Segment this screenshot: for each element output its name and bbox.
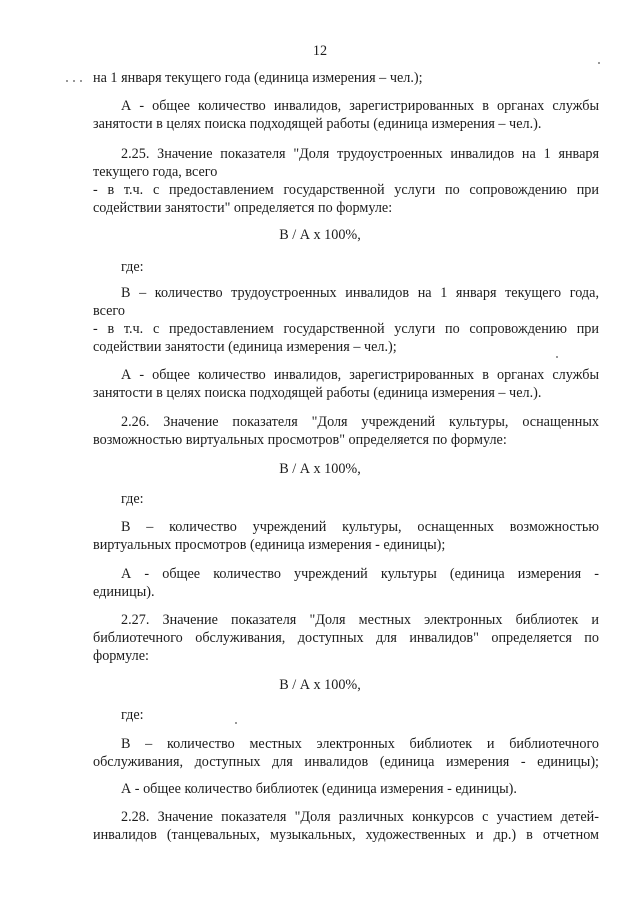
where-label: где: xyxy=(121,259,144,275)
text-line: А - общее количество библиотек (единица измерения - единицы). xyxy=(121,781,517,797)
text-line: на 1 января текущего года (единица измерения – чел.); xyxy=(93,70,423,86)
where-label: где: xyxy=(121,491,144,507)
formula: В / А х 100%, xyxy=(279,677,361,693)
text-line: занятости в целях поиска подходящей работы (единица измерения – чел.). xyxy=(93,116,542,132)
text-line: занятости в целях поиска подходящей работы (единица измерения – чел.). xyxy=(93,385,542,401)
scan-speck xyxy=(80,80,82,82)
where-label: где: xyxy=(121,707,144,723)
text-line: В – количество учреждений культуры, оснащенных возможностью xyxy=(121,519,599,535)
text-line: А - общее количество инвалидов, зарегистрированных в органах службы xyxy=(121,367,599,383)
scan-speck xyxy=(556,356,558,358)
section-heading-2-28: 2.28. Значение показателя "Доля различных конкурсов с участием детей- xyxy=(121,809,599,825)
section-heading-2-26: 2.26. Значение показателя "Доля учреждений культуры, оснащенных xyxy=(121,414,599,430)
text-line: единицы). xyxy=(93,584,155,600)
section-heading-2-27: 2.27. Значение показателя "Доля местных электронных библиотек и xyxy=(121,612,599,628)
scan-speck xyxy=(235,722,237,724)
section-heading-2-25: 2.25. Значение показателя "Доля трудоустроенных инвалидов на 1 января xyxy=(121,146,599,162)
scan-speck xyxy=(598,62,600,64)
formula: В / А х 100%, xyxy=(279,461,361,477)
page-number: 12 xyxy=(312,43,328,59)
text-line: библиотечного обслуживания, доступных для инвалидов" определяется по xyxy=(93,630,599,646)
text-line: обслуживания, доступных для инвалидов (единица измерения - единицы); xyxy=(93,754,599,770)
text-line: А - общее количество учреждений культуры (единица измерения - xyxy=(121,566,599,582)
text-line: - в т.ч. с предоставлением государственной услуги по сопровождению при xyxy=(93,321,599,337)
text-line: содействии занятости (единица измерения – чел.); xyxy=(93,339,397,355)
text-line: - в т.ч. с предоставлением государственной услуги по сопровождению при xyxy=(93,182,599,198)
text-line: инвалидов (танцевальных, музыкальных, художественных и др.) в отчетном xyxy=(93,827,599,843)
text-line: всего xyxy=(93,303,125,319)
text-line: А - общее количество инвалидов, зарегистрированных в органах службы xyxy=(121,98,599,114)
text-line: содействии занятости" определяется по формуле: xyxy=(93,200,393,216)
text-line: формуле: xyxy=(93,648,149,664)
text-line: текущего года, всего xyxy=(93,164,218,180)
scan-speck xyxy=(73,80,75,82)
text-line: В – количество местных электронных библиотек и библиотечного xyxy=(121,736,599,752)
scan-speck xyxy=(66,80,68,82)
text-line: В – количество трудоустроенных инвалидов на 1 января текущего года, xyxy=(121,285,599,301)
text-line: возможностью виртуальных просмотров" определяется по формуле: xyxy=(93,432,507,448)
formula: В / А х 100%, xyxy=(279,227,361,243)
text-line: виртуальных просмотров (единица измерения - единицы); xyxy=(93,537,446,553)
